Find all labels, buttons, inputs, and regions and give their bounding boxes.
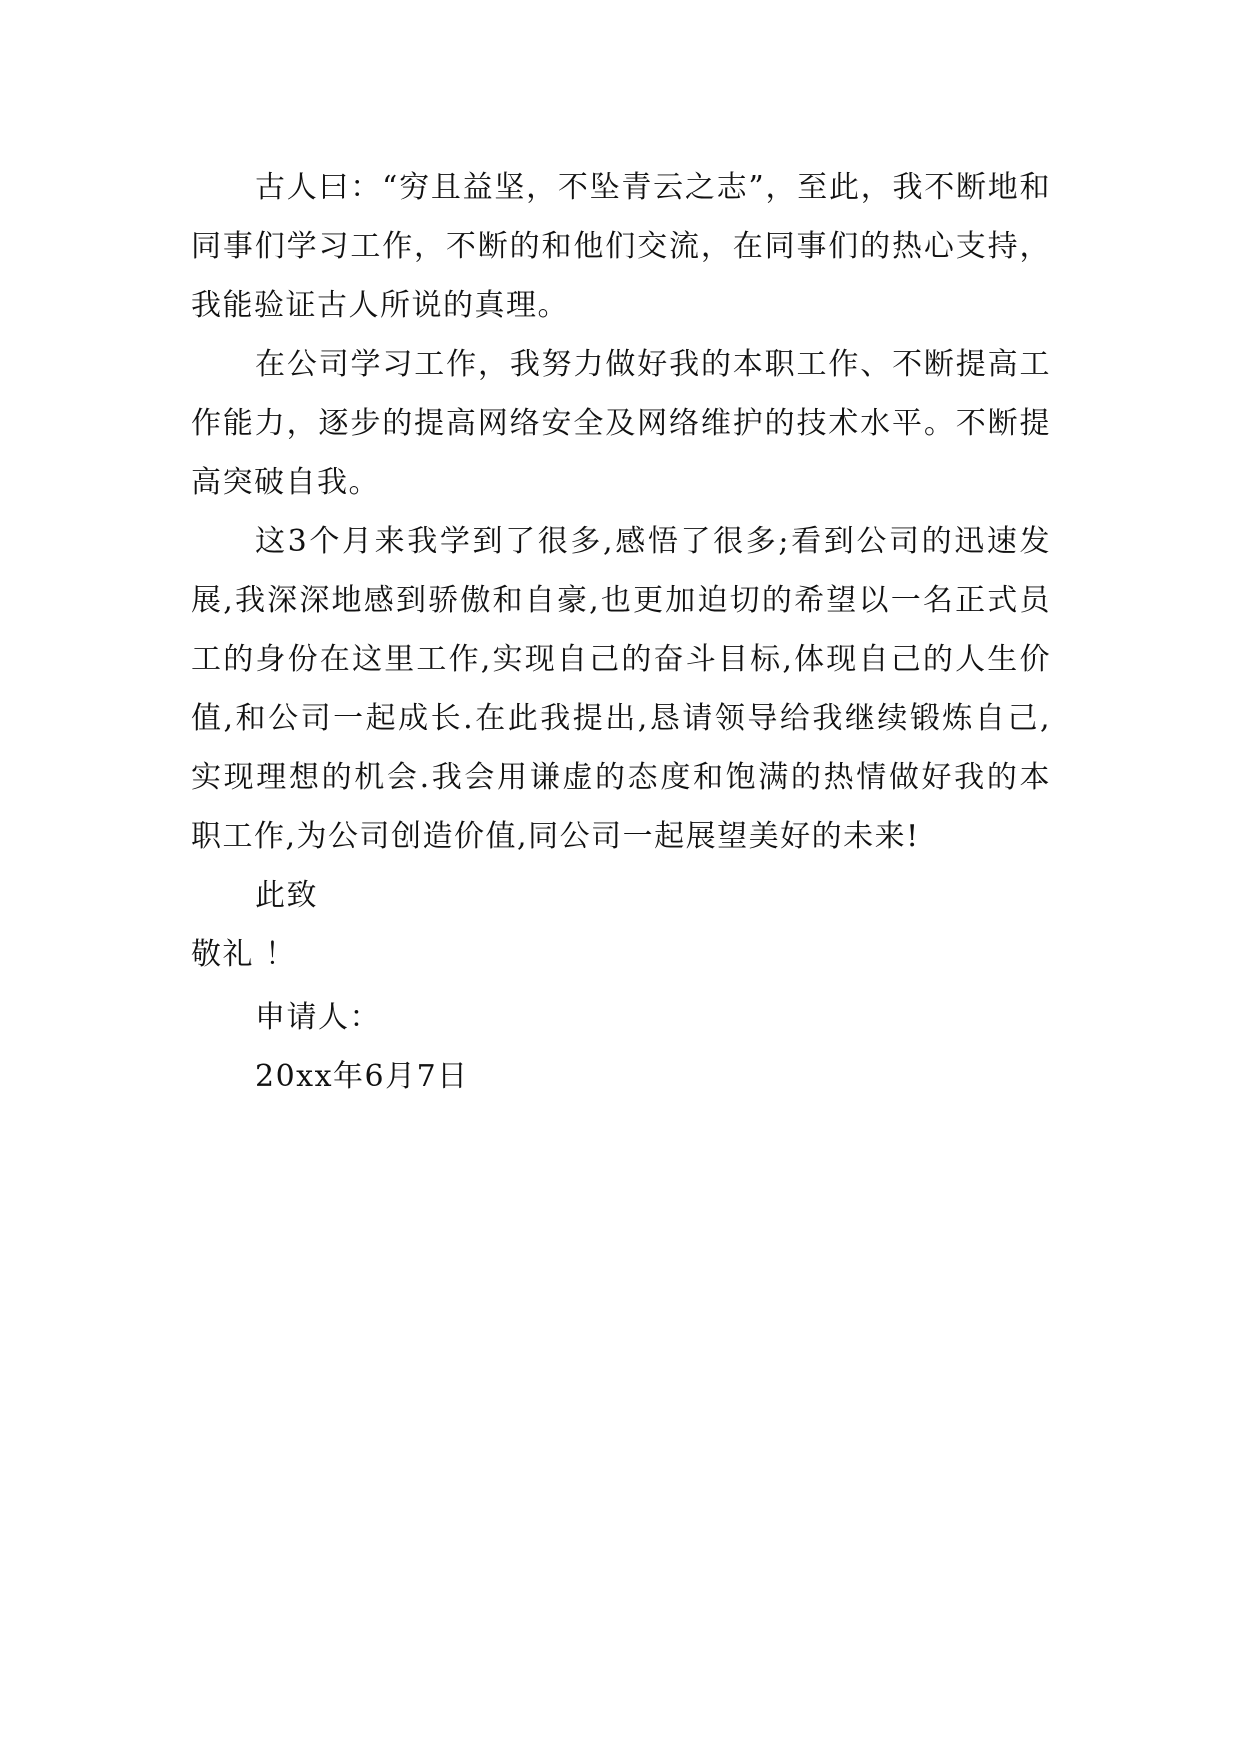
letter-date: 20xx年6月7日 bbox=[255, 1059, 469, 1094]
salutation: 敬礼 ！ bbox=[191, 937, 297, 972]
closing-phrase: 此致 bbox=[255, 878, 318, 913]
letter-body bbox=[191, 158, 1051, 1106]
paragraph-2: 在公司学习工作，我努力做好我的本职工作、不断提高工作能力，逐步的提高网络安全及网络维护的技术水平。不断提高突破自我。 bbox=[191, 347, 1051, 500]
applicant-label: 申请人： bbox=[255, 1000, 381, 1035]
paragraph-1: 古人曰：“穷且益坚，不坠青云之志”，至此，我不断地和同事们学习工作，不断的和他们交流，在同事们的热心支持，我能验证古人所说的真理。 bbox=[191, 170, 1051, 323]
paragraph-3: 这3个月来我学到了很多,感悟了很多;看到公司的迅速发展,我深深地感到骄傲和自豪,也更加迫切的希望以一名正式员工的身份在这里工作,实现自己的奋斗目标,体现自己的人生价值,和公司一起成长.在此我提出,恳请领导给我继续锻炼自己,实现理想的机会.我会用谦虚的态度和饱满的热情做好我的本职工作,为公司创造价值,同公司一起展望美好的未来! bbox=[191, 524, 1051, 854]
